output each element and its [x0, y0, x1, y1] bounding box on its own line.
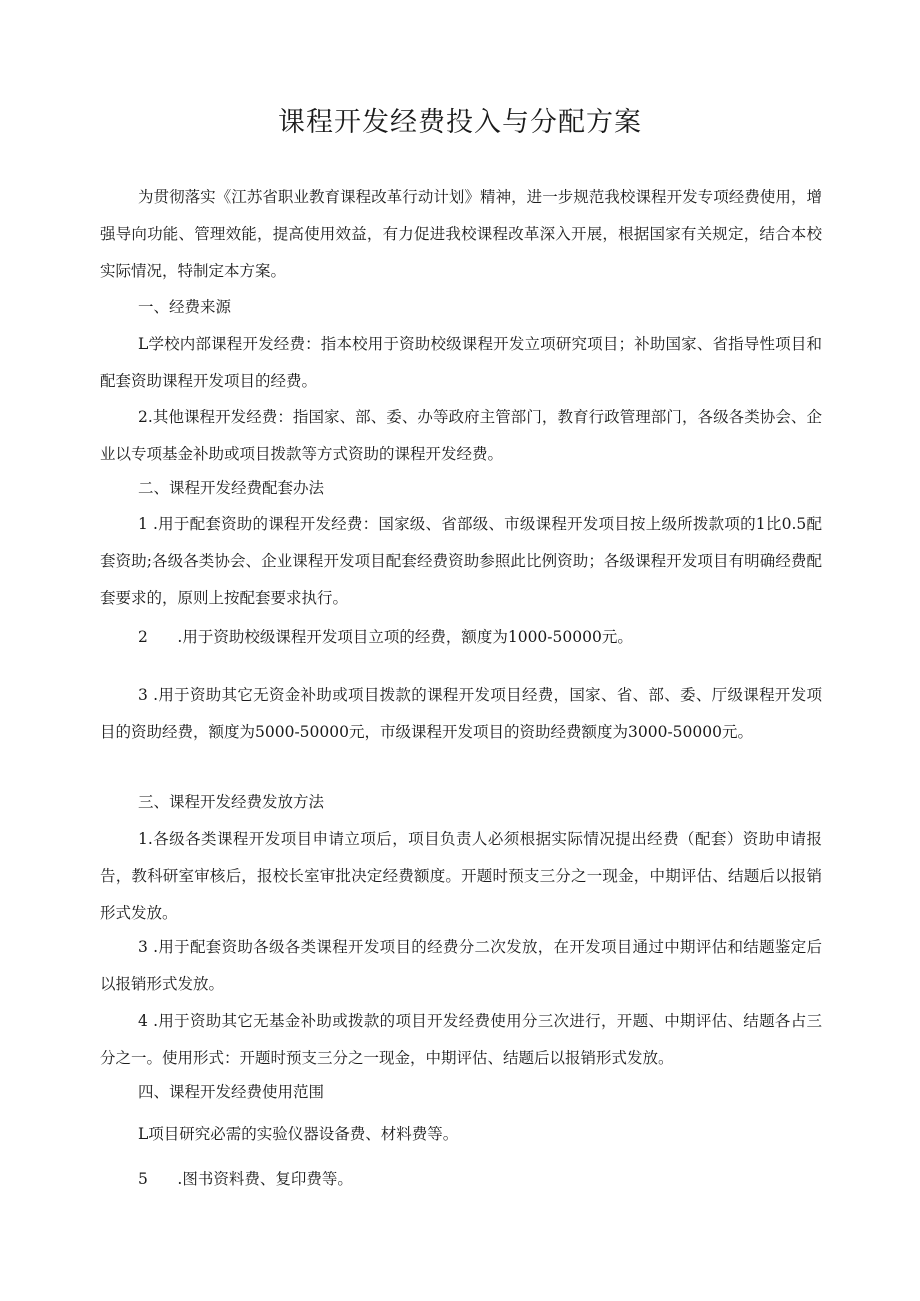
section-4-item-1: L项目研究必需的实验仪器设备费、材料费等。: [138, 1125, 459, 1143]
section-heading-disbursement-method: 三、课程开发经费发放方法: [138, 793, 325, 811]
section-heading-funding-sources: 一、经费来源: [138, 298, 232, 316]
document-title: 课程开发经费投入与分配方案: [278, 107, 642, 138]
section-heading-matching-method: 二、课程开发经费配套办法: [138, 479, 325, 497]
section-3-item-3: 4 .用于资助其它无基金补助或拨款的项目开发经费使用分三次进行，开题、中期评估、结题各占三分之一。使用形式：开题时预支三分之一现金，中期评估、结题后以报销形式发放。: [100, 1012, 822, 1067]
section-3-item-1: 1.各级各类课程开发项目申请立项后，项目负责人必须根据实际情况提出经费（配套）资助申请报告，教科研室审核后，报校长室审批决定经费额度。开题时预支三分之一现金，中期评估、结题后以报销形式发放。: [100, 830, 822, 922]
section-3-item-2: 3 .用于配套资助各级各类课程开发项目的经费分二次发放，在开发项目通过中期评估和结题鉴定后以报销形式发放。: [100, 938, 822, 993]
section-2-item-1: 1 .用于配套资助的课程开发经费：国家级、省部级、市级课程开发项目按上级所拨款项的1比0.5配套资助;各级各类协会、企业课程开发项目配套经费资助参照此比例资助；各级课程开发项目有明确经费配套要求的，原则上按配套要求执行。: [100, 515, 822, 607]
section-heading-usage-scope: 四、课程开发经费使用范围: [138, 1083, 325, 1101]
section-1-item-2: 2.其他课程开发经费：指国家、部、委、办等政府主管部门，教育行政管理部门，各级各类协会、企业以专项基金补助或项目拨款等方式资助的课程开发经费。: [100, 408, 822, 463]
intro-paragraph: 为贯彻落实《江苏省职业教育课程改革行动计划》精神，进一步规范我校课程开发专项经费使用，增强导向功能、管理效能，提高使用效益，有力促进我校课程改革深入开展，根据国家有关规定，结合本校实际情况，特制定本方案。: [100, 188, 822, 280]
section-2-item-3: 3 .用于资助其它无资金补助或项目拨款的课程开发项目经费，国家、省、部、委、厅级课程开发项目的资助经费，额度为5000-50000元，市级课程开发项目的资助经费额度为3000-50000元。: [100, 686, 822, 741]
section-4-item-2: 5 .图书资料费、复印费等。: [138, 1170, 353, 1188]
section-1-item-1: L学校内部课程开发经费：指本校用于资助校级课程开发立项研究项目；补助国家、省指导性项目和配套资助课程开发项目的经费。: [100, 335, 822, 390]
section-2-item-2: 2 .用于资助校级课程开发项目立项的经费，额度为1000-50000元。: [138, 628, 633, 646]
